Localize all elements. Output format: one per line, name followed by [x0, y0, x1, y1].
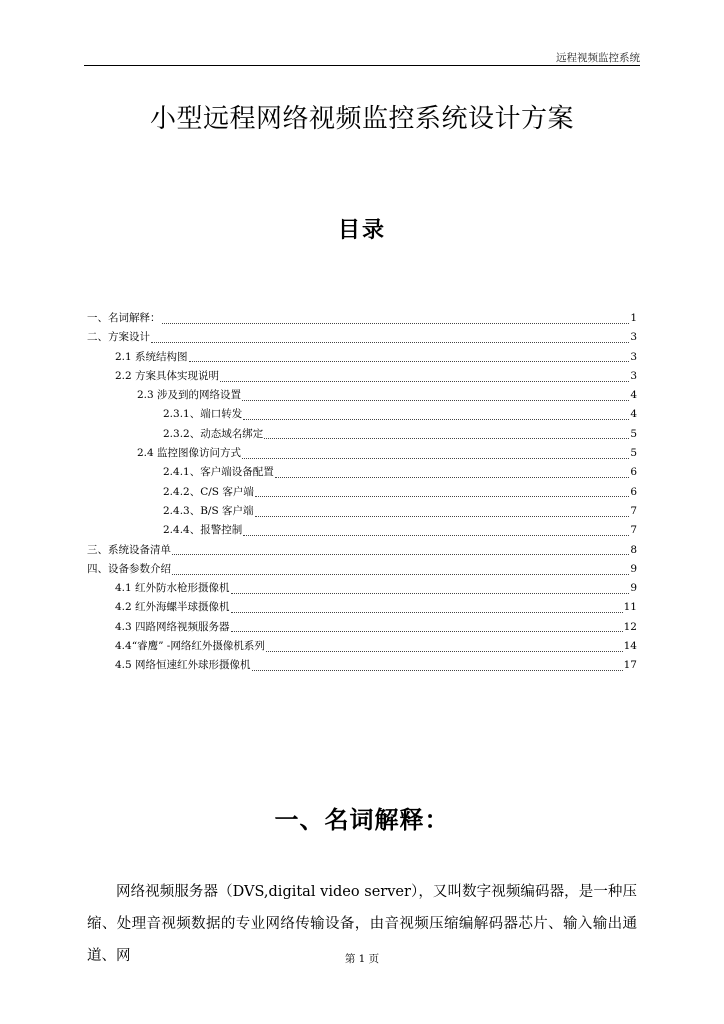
toc-dot-leader: [162, 322, 630, 324]
toc-title: 目录: [337, 217, 386, 243]
toc-dot-leader: [231, 611, 623, 613]
toc-entry-page: 6: [630, 466, 637, 479]
toc-entry-page: 5: [630, 447, 637, 460]
toc-entry-page: 12: [623, 620, 637, 633]
toc-dot-leader: [189, 360, 630, 362]
toc-entry-label: 2.3 涉及到的网络设置: [137, 389, 242, 402]
toc-entry-page: 9: [630, 582, 637, 595]
header-divider: [84, 65, 640, 66]
toc-entry[interactable]: [87, 598, 637, 617]
toc-entry[interactable]: [87, 309, 637, 328]
toc-entry-page: 1: [630, 312, 637, 324]
body-paragraph: 网络视频服务器（DVS,digital video server），又叫数字视频编码器，是一种压缩、处理音视频数据的专业网络传输设备，由音视频压缩编解码器芯片、输入输出通道、网: [87, 884, 637, 964]
toc-entry[interactable]: [87, 618, 637, 637]
toc-entry[interactable]: [87, 405, 637, 424]
toc-entry-label: 2.4.4、报警控制: [163, 524, 243, 537]
toc-entry[interactable]: [87, 463, 637, 482]
toc-entry[interactable]: [87, 560, 637, 579]
section-heading: 一、名词解释：: [274, 805, 450, 834]
document-title: 小型远程网络视频监控系统设计方案: [149, 104, 574, 134]
toc-entry-label: 2.1 系统结构图: [115, 350, 188, 363]
toc-entry-page: 14: [623, 640, 637, 653]
toc-entry-label: 2.3.2、动态域名绑定: [163, 427, 264, 440]
toc-dot-leader: [242, 457, 629, 459]
toc-dot-leader: [231, 630, 623, 632]
toc-dot-leader: [252, 669, 623, 671]
toc-entry-page: 17: [623, 659, 637, 672]
toc-entry-page: 4: [630, 389, 637, 402]
toc-dot-leader: [172, 573, 629, 575]
toc-entry[interactable]: [87, 579, 637, 598]
toc-dot-leader: [151, 341, 629, 343]
toc-entry[interactable]: [87, 541, 637, 560]
toc-entry[interactable]: [87, 386, 637, 405]
toc-entry-page: 11: [623, 601, 637, 614]
toc-dot-leader: [264, 437, 629, 439]
toc-entry-label: 4.3 四路网络视频服务器: [115, 620, 230, 633]
toc-entry[interactable]: [87, 656, 637, 675]
toc-entry-page: 3: [630, 369, 637, 382]
toc-entry-label: 4.2 红外海螺半球摄像机: [115, 601, 230, 614]
toc-entry-label: 2.3.1、端口转发: [163, 408, 243, 421]
toc-entry-label: 2.4 监控图像访问方式: [137, 447, 242, 460]
toc-dot-leader: [266, 650, 623, 652]
toc-entry-label: 2.4.1、客户端设备配置: [163, 466, 274, 479]
toc-entry-label: 4.1 红外防水枪形摄像机: [115, 582, 230, 595]
toc-entry[interactable]: [87, 328, 637, 347]
toc-entry-page: 3: [630, 331, 637, 344]
toc-dot-leader: [255, 495, 629, 497]
toc-entry[interactable]: [87, 367, 637, 386]
toc-entry-label: 2.4.2、C/S 客户端: [163, 485, 254, 498]
toc-entry-label: 2.2 方案具体实现说明: [115, 369, 220, 382]
toc-entry-page: 4: [630, 408, 637, 421]
toc-entry[interactable]: [87, 348, 637, 367]
toc-dot-leader: [242, 399, 629, 401]
toc-entry[interactable]: [87, 637, 637, 656]
toc-entry-page: 3: [630, 350, 637, 363]
toc-entry-label: 4.4“睿鹰” -网络红外摄像机系列: [115, 640, 265, 653]
toc-entry-page: 8: [630, 543, 637, 556]
toc-entry-page: 9: [630, 562, 637, 575]
toc-entry-label: 4.5 网络恒速红外球形摄像机: [115, 659, 251, 672]
toc-entry-label: 四、设备参数介绍: [87, 562, 171, 575]
toc-entry[interactable]: [87, 425, 637, 444]
page-footer: 第 1 页: [344, 953, 380, 965]
toc-dot-leader: [243, 418, 629, 420]
toc-entry-label: 2.4.3、B/S 客户端: [163, 504, 254, 517]
toc-entry-label: 一、名词解释：: [87, 312, 161, 324]
toc-dot-leader: [275, 476, 630, 478]
toc-entry[interactable]: [87, 444, 637, 463]
toc-entry[interactable]: [87, 502, 637, 521]
running-header: 远程视频监控系统: [556, 52, 640, 64]
toc-entry[interactable]: [87, 521, 637, 540]
toc-entry-page: 7: [630, 504, 637, 517]
toc-dot-leader: [231, 592, 630, 594]
toc-entry-label: 二、方案设计: [87, 331, 150, 344]
toc-entry-page: 5: [630, 427, 637, 440]
toc-dot-leader: [243, 534, 629, 536]
toc-entry-page: 7: [630, 524, 637, 537]
table-of-contents: [87, 309, 637, 676]
toc-entry-label: 三、系统设备清单: [87, 543, 171, 556]
toc-dot-leader: [172, 553, 629, 555]
toc-dot-leader: [220, 380, 629, 382]
toc-entry-page: 6: [630, 485, 637, 498]
toc-dot-leader: [255, 515, 630, 517]
toc-entry[interactable]: [87, 483, 637, 502]
